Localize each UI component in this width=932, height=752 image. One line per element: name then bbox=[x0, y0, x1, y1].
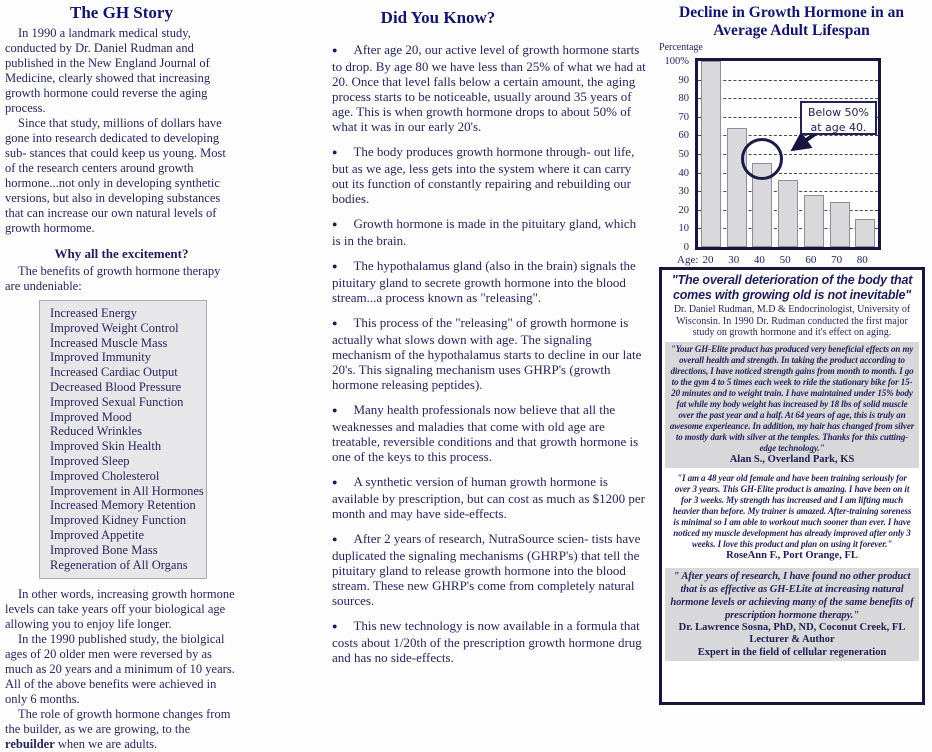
bullet-icon: ● bbox=[332, 261, 338, 271]
middle-column-title: Did You Know? bbox=[380, 8, 496, 27]
testimonial bbox=[665, 568, 919, 662]
benefit-item: Improved Sexual Function bbox=[50, 394, 184, 409]
bullet-item bbox=[318, 144, 648, 206]
x-axis-labels bbox=[677, 254, 881, 267]
y-tick-label: 90 bbox=[678, 74, 689, 86]
benefit-item: Reduced Wrinkles bbox=[50, 424, 142, 439]
testimonial-author: Alan S., Overland Park, KS bbox=[729, 453, 855, 465]
callout-line2: at age 40. bbox=[810, 121, 867, 134]
bullet-text: Growth hormone is made in the pituitary gland, which is in the brain. bbox=[332, 216, 637, 248]
y-tick-label: 60 bbox=[678, 130, 689, 142]
benefit-item: Improved Appetite bbox=[50, 527, 145, 542]
left-paragraphs bbox=[5, 26, 238, 236]
bullet-item bbox=[318, 258, 648, 305]
bullet-icon: ● bbox=[332, 219, 338, 229]
bullet-icon: ● bbox=[332, 621, 338, 631]
y-tick-label: 70 bbox=[678, 111, 689, 123]
bullet-item bbox=[318, 42, 648, 134]
y-tick-label: 10 bbox=[678, 223, 689, 235]
callout-arrow-icon bbox=[698, 61, 878, 241]
bullet-text: After age 20, our active level of growth hormone starts to drop. By age 80 we have less than 25% of what we had at 20. Once that level falls below a certain amount, the aging process starts to be noticeable, usually around 35 years of age. This is when growth hormone drops to about 50% of what it was in our early 20's. bbox=[332, 42, 646, 134]
benefits-box bbox=[39, 300, 207, 579]
y-tick-label: 50 bbox=[678, 149, 689, 160]
x-axis-prefix: Age: bbox=[677, 254, 699, 266]
bullet-item bbox=[318, 618, 648, 665]
bullet-text: This new technology is now available in a formula that costs about 1/20th of the prescription growth hormone drug and has no side-effects. bbox=[332, 618, 642, 665]
bullet-item bbox=[318, 474, 648, 521]
left-closing bbox=[5, 587, 238, 707]
benefit-item: Decreased Blood Pressure bbox=[50, 379, 182, 394]
benefit-item: Improved Immunity bbox=[50, 350, 152, 365]
benefit-item: Improved Mood bbox=[50, 409, 132, 424]
testimonials bbox=[665, 342, 919, 662]
benefits-intro: The benefits of growth hormone therapy are undeniable: bbox=[5, 264, 221, 293]
testimonial-author: RoseAnn F., Port Orange, FL bbox=[726, 550, 858, 561]
x-tick-label: 30 bbox=[728, 254, 740, 266]
benefit-item: Increased Energy bbox=[50, 306, 137, 320]
right-column bbox=[655, 4, 928, 658]
testimonial-text: "Your GH-Elite product has produced very beneficial effects on my overall health and strength. In taking the product according to directions, I have noticed strength gains from month to month. I go to the gym 4 to 5 times each week to ride the stationary bike for 15-20 minutes and to weight train. I have maintained under 15% body fat while my body weight has increased by 18 lbs of solid muscle over the past year and a half. At 64 years of age, this is truly an awesome experieance. In addition, my hair has changed from silver to mostly dark with silver at the temples. Thanks for this cutting-edge technology." bbox=[669, 343, 915, 453]
final-para-text-after: when we are adults. bbox=[54, 737, 158, 752]
benefit-item: Improved Cholesterol bbox=[50, 468, 160, 483]
y-tick-label: 30 bbox=[678, 186, 689, 198]
highlight-circle-icon bbox=[741, 138, 783, 180]
y-axis-title: Percentage bbox=[659, 42, 703, 53]
benefit-item: Increased Cardiac Output bbox=[50, 365, 178, 380]
final-para-text-before: The role of growth hormone changes from the builder, as we are growing, to the bbox=[5, 707, 231, 737]
benefit-item: Improved Kidney Function bbox=[50, 513, 187, 528]
final-para-bold-word: rebuilder bbox=[5, 737, 55, 752]
testimonial-text: " After years of research, I have found no other product that is as effective as GH-ELite at increasing natural hormone levels or achieving many of the same benefits of prescription hormone therapy." bbox=[670, 570, 914, 621]
testimonial-author: Lecturer & Author bbox=[749, 634, 835, 645]
benefit-item: Improved Skin Health bbox=[50, 439, 162, 454]
x-tick-label: 40 bbox=[753, 254, 765, 266]
bullet-text: The body produces growth hormone through- out life, but as we age, less gets into the system where it can carry out its function of constantly repairing and rebuilding our bodies. bbox=[332, 144, 635, 206]
benefits-list bbox=[50, 306, 202, 572]
benefit-item: Improvement in All Hormones bbox=[50, 483, 204, 498]
chart-title: Decline in Growth Hormone in an Average Adult Lifespan bbox=[679, 4, 904, 39]
bullet-item bbox=[318, 315, 648, 392]
benefit-item: Improved Sleep bbox=[50, 453, 130, 468]
testimonial bbox=[665, 342, 919, 469]
quote-attribution: Dr. Daniel Rudman, M.D & Endocrinologist, University of Wisconsin. In 1990 Dr. Rudman conducted the first major study on growth hormone and it's effect on aging. bbox=[673, 304, 911, 338]
bullet-icon: ● bbox=[332, 534, 338, 544]
x-tick-label: 60 bbox=[805, 254, 817, 266]
bullet-icon: ● bbox=[332, 318, 338, 328]
x-tick-label: 20 bbox=[702, 254, 714, 266]
benefit-item: Increased Memory Retention bbox=[50, 498, 196, 513]
benefit-item: Increased Muscle Mass bbox=[50, 335, 168, 350]
bullet-item bbox=[318, 402, 648, 464]
paragraph: In the 1990 published study, the biolgical ages of 20 older men were reversed by as much as 20 years and a minimum of 10 years. All of the above benefits were achieved in only 6 months. bbox=[5, 632, 235, 707]
final-paragraph bbox=[5, 707, 238, 752]
bullet-item bbox=[318, 531, 648, 608]
bullet-text: A synthetic version of human growth hormone is available by prescription, but can cost as much as $1200 per month and may have side-effects. bbox=[332, 474, 645, 521]
bullet-text: After 2 years of research, NutraSource scien- tists have duplicated the signaling mechanisms (GHRP's) that tell the pituitary gland to release growth hormone into the blood stream. These new GHRP's come from completely natural sources. bbox=[332, 531, 641, 608]
bullet-icon: ● bbox=[332, 477, 338, 487]
testimonial-author: Dr. Lawrence Sosna, PhD, ND, Coconut Creek, FL bbox=[678, 621, 906, 633]
bullet-text: This process of the "releasing" of growth hormone is actually what slows down with age. The signaling mechanism of the hypothalamus starts to decline in our late 20's. This signaling mechanism uses GHRP's (growth hormone releasing peptides). bbox=[332, 315, 642, 392]
bullet-list bbox=[318, 42, 648, 665]
paragraph: In other words, increasing growth hormone levels can take years off your biological age allowing you to enjoy life longer. bbox=[5, 587, 235, 632]
paragraph: In 1990 a landmark medical study, conducted by Dr. Daniel Rudman and published in the New England Journal of Medicine, clearly showed that increasing growth hormone could reverse the aging process. bbox=[5, 26, 211, 115]
x-tick-label: 50 bbox=[779, 254, 791, 266]
bullet-icon: ● bbox=[332, 45, 338, 55]
paragraph: Since that study, millions of dollars have gone into research dedicated to developing sub- stances that could keep us young. Most of the research centers around growth hormone...not only in developing synthetic versions, but also in developing substances that can increase our own natural levels of growth hormome. bbox=[5, 116, 226, 235]
testimonial-text: "I am a 48 year old female and have been training seriously for over 3 years. This GH-Elite product is amazing. I have been on it for 3 weeks. My strength has increased and I am lifting much heavier than before. My trainer is amazed. After-training soreness is minimal so I am able to workout much sooner than ever. I have noticed my muscle development has already improved after only 3 weeks. I love this product and plan on using it forever." bbox=[672, 473, 912, 549]
bullet-text: Many health professionals now believe that all the weaknesses and maladies that come with old age are treatable, reversible conditions and that growth hormone is one of the keys to this process. bbox=[332, 402, 639, 464]
bullet-item bbox=[318, 216, 648, 248]
testimonial-author: Expert in the field of cellular regeneration bbox=[697, 646, 887, 658]
bullet-icon: ● bbox=[332, 147, 338, 157]
y-tick-label: 80 bbox=[678, 93, 689, 105]
callout-box bbox=[800, 101, 877, 135]
chart-plot bbox=[695, 58, 881, 250]
y-axis-labels bbox=[655, 58, 693, 258]
left-column bbox=[5, 3, 238, 752]
benefit-item: Improved Bone Mass bbox=[50, 542, 158, 557]
callout-line1: Below 50% bbox=[807, 106, 870, 119]
bullet-icon: ● bbox=[332, 405, 338, 415]
y-tick-label: 20 bbox=[678, 204, 689, 216]
bullet-text: The hypothalamus gland (also in the brain) signals the pituitary gland to secrete growth hormone into the blood stream...a process known as "releasing". bbox=[332, 258, 636, 305]
benefit-item: Improved Weight Control bbox=[50, 320, 179, 335]
quote-box bbox=[659, 267, 925, 705]
y-tick-label: 40 bbox=[678, 167, 689, 179]
x-tick-label: 80 bbox=[856, 254, 868, 266]
x-tick-label: 70 bbox=[831, 254, 843, 266]
y-tick-label: 0 bbox=[683, 242, 689, 253]
y-tick-label: 100% bbox=[664, 56, 689, 67]
middle-column bbox=[318, 8, 648, 675]
testimonial bbox=[665, 471, 919, 565]
benefit-item: Regeneration of All Organs bbox=[50, 557, 188, 572]
left-column-title: The GH Story bbox=[70, 3, 173, 22]
subheading: Why all the excitement? bbox=[54, 246, 189, 261]
quote-headline: "The overall deterioration of the body that comes with growing old is not inevitable" bbox=[671, 273, 913, 302]
